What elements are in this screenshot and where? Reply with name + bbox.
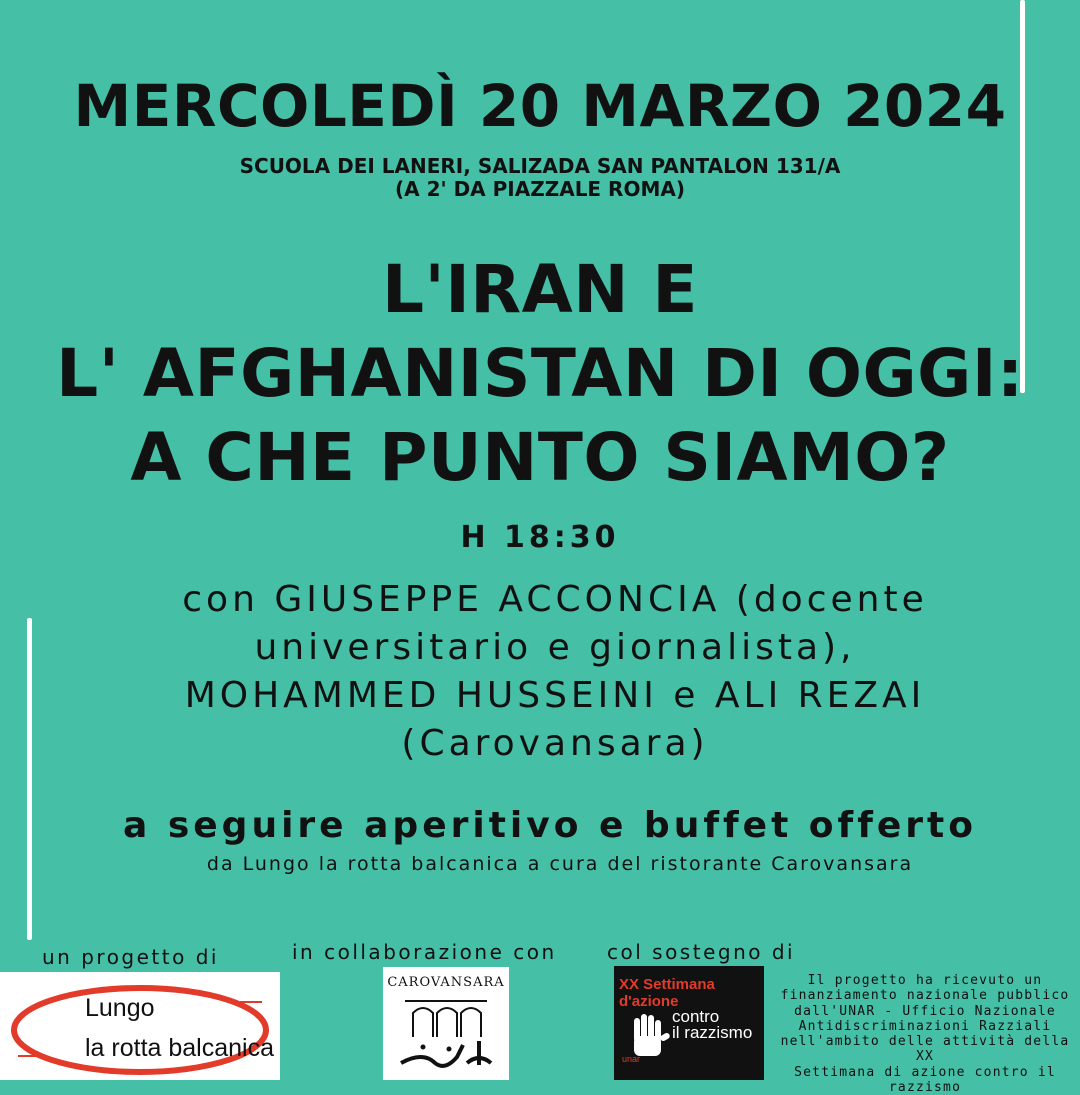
title-line-2: L' AFGHANISTAN DI OGGI: (56, 335, 1024, 412)
red-ellipse-icon (0, 972, 280, 1080)
funding-line-6: Settimana di azione contro il (794, 1064, 1056, 1080)
lungo-logo-line-2: la rotta balcanica (85, 1034, 275, 1062)
lungo-logo-line-1: Lungo (85, 994, 155, 1022)
event-time: H 18:30 (460, 520, 620, 555)
event-date: MERCOLEDÌ 20 MARZO 2024 (73, 72, 1007, 140)
carovansara-logo-name: CAROVANSARA (387, 975, 505, 990)
funding-line-3: dall'UNAR - Ufficio Nazionale (794, 1003, 1056, 1019)
xx-logo-line-2: d'azione (619, 993, 679, 1010)
support-label: col sostegno di (607, 940, 796, 964)
raised-hand-icon (628, 1012, 672, 1060)
event-title (0, 248, 1080, 500)
speakers-line-2: universitario e giornalista), (254, 627, 856, 668)
project-label: un progetto di (42, 945, 219, 969)
lungo-rotta-balcanica-logo (0, 972, 280, 1080)
funding-line-1: Il progetto ha ricevuto un (807, 973, 1043, 988)
speakers (40, 576, 1070, 768)
xx-logo-line-1: XX Settimana (619, 976, 715, 993)
xx-settimana-logo (614, 966, 764, 1080)
funding-line-2: finanziamento nazionale pubblico (780, 988, 1070, 1004)
funding-line-4: Antidiscriminazioni Razziali (798, 1018, 1052, 1034)
arch-calligraphy-icon (383, 967, 509, 1080)
carovansara-logo (383, 967, 509, 1080)
follow-main: a seguire aperitivo e buffet offerto (123, 805, 977, 846)
xx-logo-line-4: il razzismo (672, 1023, 753, 1042)
speakers-line-3: MOHAMMED HUSSEINI e ALI REZAI (184, 675, 926, 716)
funding-line-5: nell'ambito delle attività della XX (780, 1034, 1070, 1065)
funding-line-7: razzismo (888, 1080, 962, 1095)
title-line-1: L'IRAN E (381, 251, 699, 328)
unar-logo-text: unar (622, 1054, 641, 1064)
decorative-line-left (27, 618, 32, 940)
follow-sub: da Lungo la rotta balcanica a cura del ristorante Carovansara (206, 853, 914, 875)
speakers-line-1: con GIUSEPPE ACCONCIA (docente (182, 579, 928, 620)
funding-note (770, 973, 1080, 1095)
title-line-3: A CHE PUNTO SIAMO? (130, 419, 950, 496)
speakers-line-4: (Carovansara) (401, 723, 709, 764)
xx-logo-line-3: contro (672, 1007, 720, 1026)
collab-label: in collaborazione con (292, 940, 557, 964)
venue-line-2: (A 2' DA PIAZZALE ROMA) (395, 177, 685, 201)
venue-line-1: SCUOLA DEI LANERI, SALIZADA SAN PANTALON 131/A (239, 154, 841, 178)
event-venue (0, 155, 1080, 201)
